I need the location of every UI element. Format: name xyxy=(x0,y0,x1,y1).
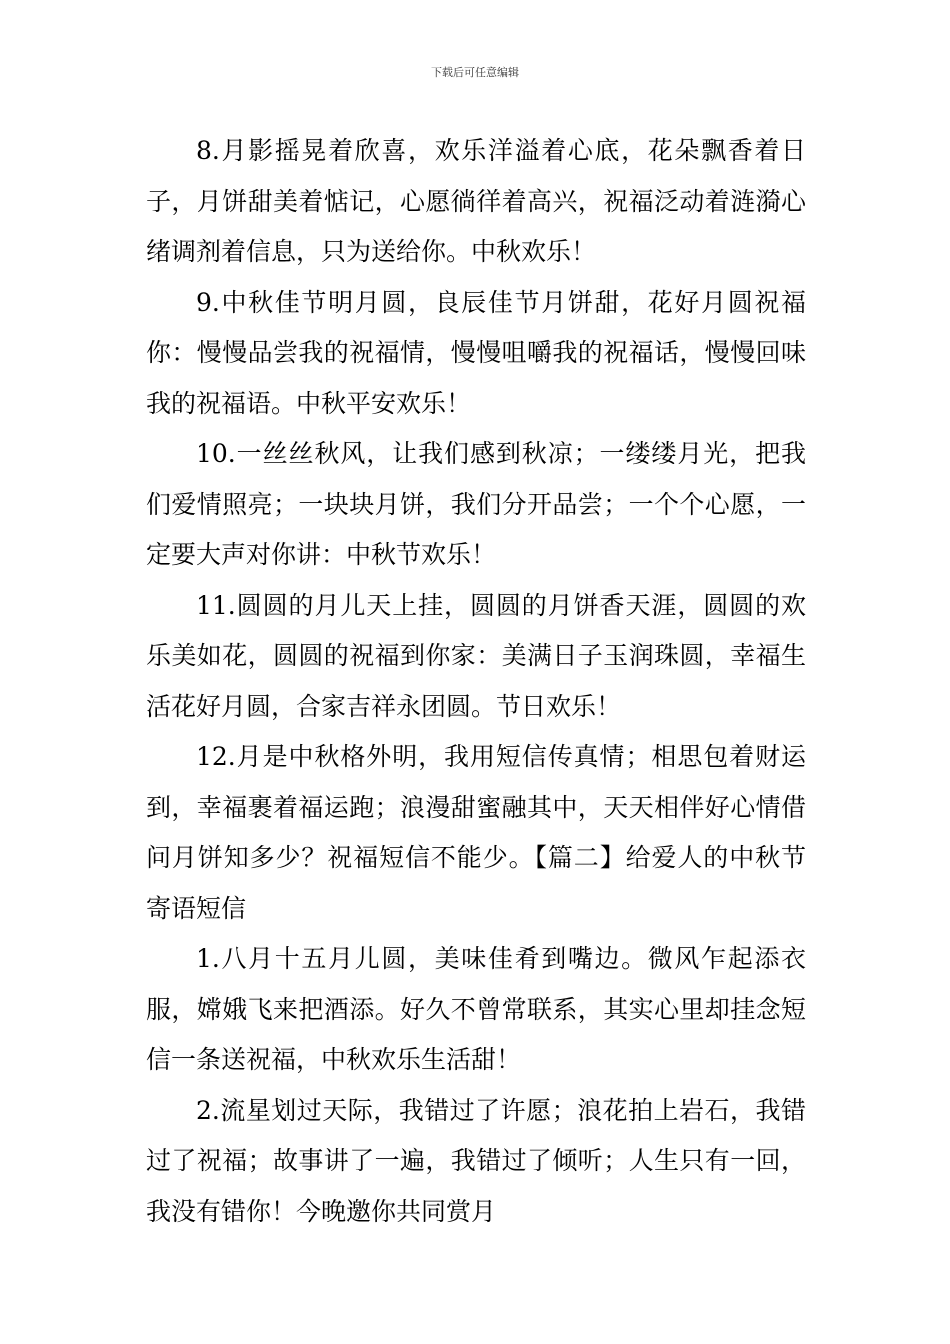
paragraph-2: 2.流星划过天际，我错过了许愿；浪花拍上岩石，我错过了祝福；故事讲了一遍，我错过了倾听；人生只有一回，我没有错你！今晚邀你共同赏月 xyxy=(146,1095,806,1226)
page-header-note: 下载后可任意编辑 xyxy=(431,66,519,79)
paragraph-10: 10.一丝丝秋风，让我们感到秋凉；一缕缕月光，把我们爱情照亮；一块块月饼，我们分开品尝；一个个心愿，一定要大声对你讲：中秋节欢乐！ xyxy=(146,439,806,569)
paragraph-11: 11.圆圆的月儿天上挂，圆圆的月饼香天涯，圆圆的欢乐美如花，圆圆的祝福到你家：美满日子玉润珠圆，幸福生活花好月圆，合家吉祥永团圆。节日欢乐！ xyxy=(146,590,806,721)
document-body xyxy=(146,126,806,1237)
paragraph-9: 9.中秋佳节明月圆，良辰佳节月饼甜，花好月圆祝福你：慢慢品尝我的祝福情，慢慢咀嚼我的祝福话，慢慢回味我的祝福语。中秋平安欢乐！ xyxy=(146,287,806,418)
paragraph-1: 1.八月十五月儿圆，美味佳肴到嘴边。微风乍起添衣服，嫦娥飞来把酒添。好久不曾常联系，其实心里却挂念短信一条送祝福，中秋欢乐生活甜！ xyxy=(146,944,806,1074)
paragraph-12: 12.月是中秋格外明，我用短信传真情；相思包着财运到，幸福裹着福运跑；浪漫甜蜜融其中，天天相伴好心情借问月饼知多少？祝福短信不能少。【篇二】给爱人的中秋节寄语短信 xyxy=(146,742,806,923)
paragraph-8: 8.月影摇晃着欣喜，欢乐洋溢着心底，花朵飘香着日子，月饼甜美着惦记，心愿徜徉着高兴，祝福泛动着涟漪心绪调剂着信息，只为送给你。中秋欢乐！ xyxy=(146,136,806,266)
